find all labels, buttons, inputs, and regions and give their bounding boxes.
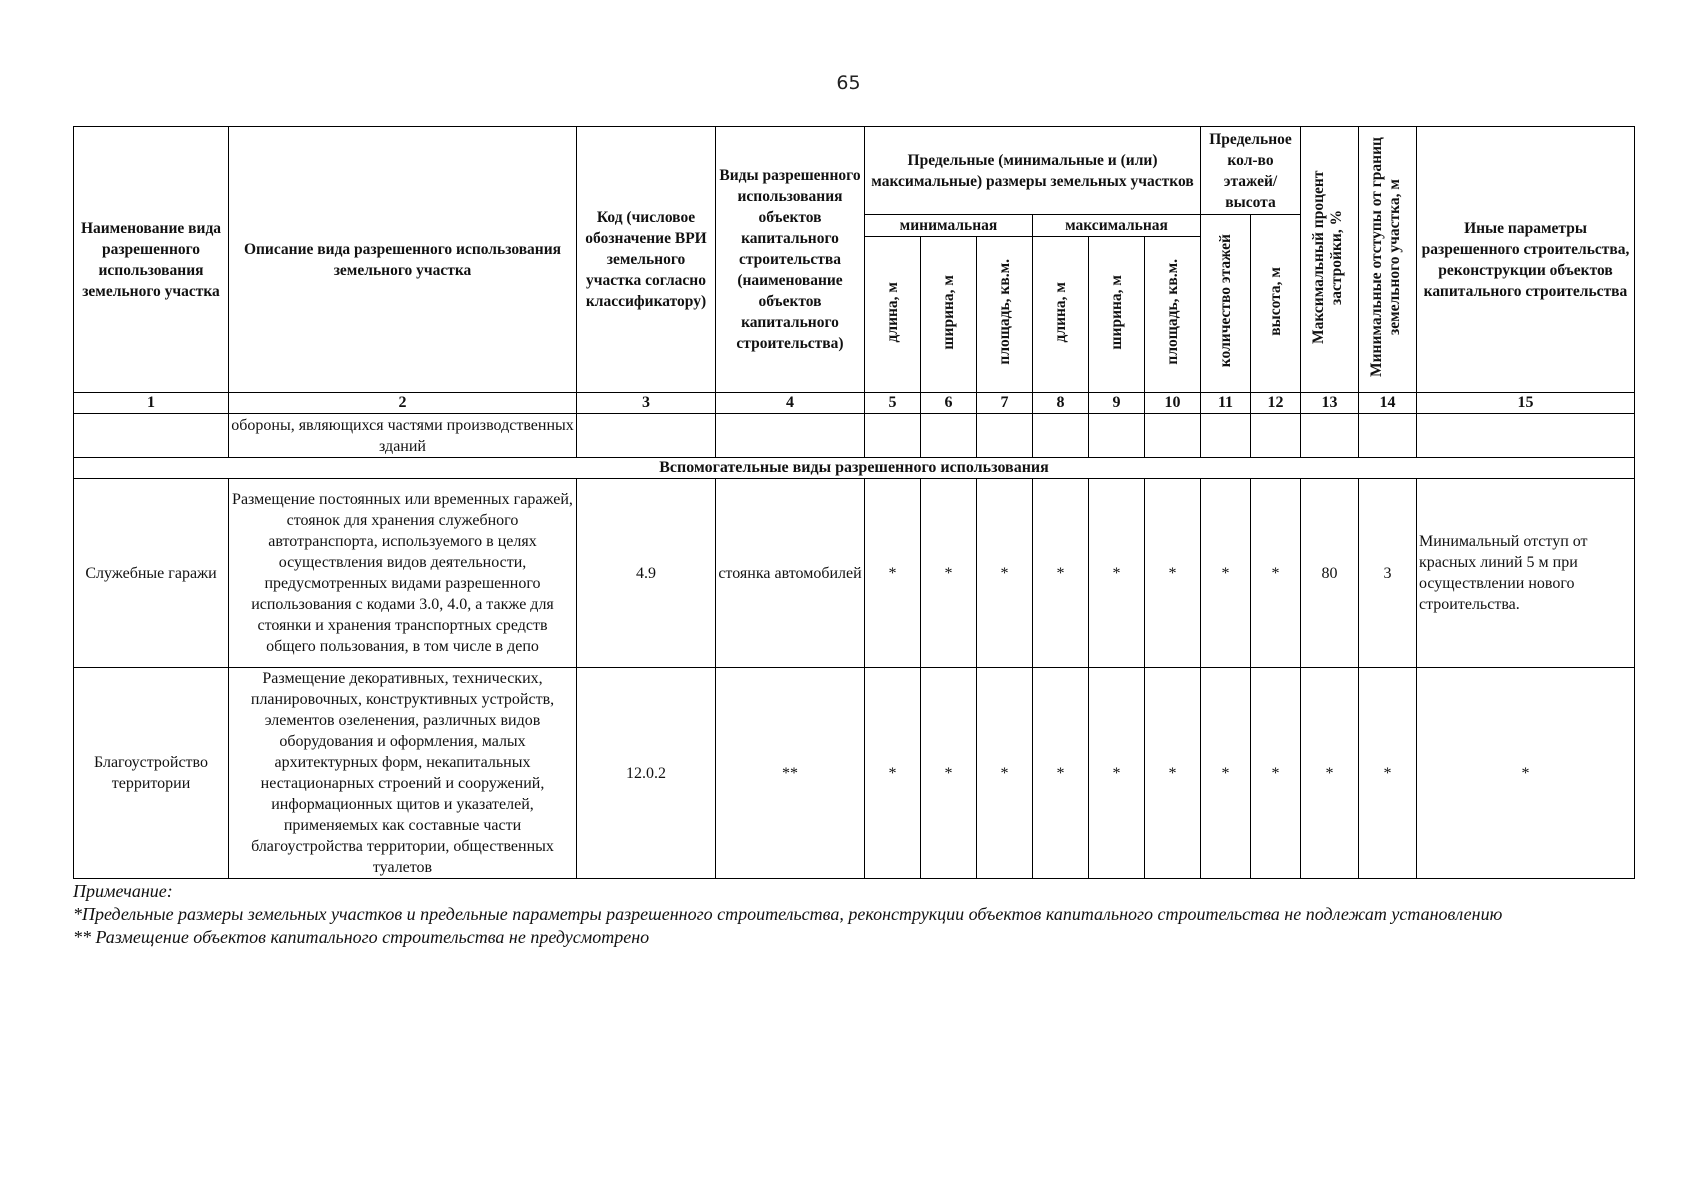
row-code: 4.9 xyxy=(577,479,716,668)
row-min-area: * xyxy=(977,668,1033,879)
header-oks-types: Виды разрешенного использования объектов капитального строительства (наименование объектов капитального строительства) xyxy=(716,127,865,393)
header-max-build-pct: Максимальный процент застройки, % xyxy=(1301,127,1359,393)
page-number: 65 xyxy=(836,72,861,94)
continuation-row xyxy=(74,414,1635,458)
header-max-width: ширина, м xyxy=(1089,237,1145,393)
row-max-area: * xyxy=(1145,668,1201,879)
continuation-name xyxy=(74,414,229,458)
row-min-length: * xyxy=(865,668,921,879)
header-min-length: длина, м xyxy=(865,237,921,393)
header-min-setback: Минимальные отступы от границ земельного участка, м xyxy=(1359,127,1417,393)
column-number: 11 xyxy=(1201,393,1251,414)
header-min-area: площадь, кв.м. xyxy=(977,237,1033,393)
empty-cell xyxy=(921,414,977,458)
header-max-length: длина, м xyxy=(1033,237,1089,393)
empty-cell xyxy=(1251,414,1301,458)
row-code: 12.0.2 xyxy=(577,668,716,879)
column-number: 9 xyxy=(1089,393,1145,414)
row-height: * xyxy=(1251,479,1301,668)
header-floors-group: Предельное кол-во этажей/ высота xyxy=(1201,127,1301,215)
row-build-pct: 80 xyxy=(1301,479,1359,668)
empty-cell xyxy=(716,414,865,458)
empty-cell xyxy=(1359,414,1417,458)
empty-cell xyxy=(1417,414,1635,458)
row-min-width: * xyxy=(921,479,977,668)
section-title: Вспомогательные виды разрешенного использования xyxy=(74,458,1635,479)
notes-title: Примечание: xyxy=(73,881,173,901)
column-number: 13 xyxy=(1301,393,1359,414)
row-setback: 3 xyxy=(1359,479,1417,668)
header-plot-limits: Предельные (минимальные и (или) максимальные) размеры земельных участков xyxy=(865,127,1201,215)
empty-cell xyxy=(1201,414,1251,458)
row-oks-types: стоянка автомобилей xyxy=(716,479,865,668)
row-max-width: * xyxy=(1089,668,1145,879)
notes xyxy=(73,880,1633,949)
table-row xyxy=(74,668,1635,879)
header-description: Описание вида разрешенного использования земельного участка xyxy=(229,127,577,393)
empty-cell xyxy=(1089,414,1145,458)
empty-cell xyxy=(1033,414,1089,458)
row-floors: * xyxy=(1201,479,1251,668)
column-number: 10 xyxy=(1145,393,1201,414)
header-code: Код (числовое обозначение ВРИ земельного участка согласно классификатору) xyxy=(577,127,716,393)
row-max-length: * xyxy=(1033,479,1089,668)
column-number: 1 xyxy=(74,393,229,414)
header-max-group: максимальная xyxy=(1033,215,1201,237)
column-number: 6 xyxy=(921,393,977,414)
row-description: Размещение декоративных, технических, планировочных, конструктивных устройств, элементов озеленения, различных видов оборудования и оформления, малых архитектурных форм, некапитальных нестационарных строений и сооружений, информационных щитов и указателей, применяемых как составные части благоустройства территории, общественных туалетов xyxy=(229,668,577,879)
row-oks-types: ** xyxy=(716,668,865,879)
row-other-params: Минимальный отступ от красных линий 5 м при осуществлении нового строительства. xyxy=(1417,479,1635,668)
row-height: * xyxy=(1251,668,1301,879)
column-number: 3 xyxy=(577,393,716,414)
empty-cell xyxy=(1301,414,1359,458)
header-floor-count: количество этажей xyxy=(1201,215,1251,393)
row-floors: * xyxy=(1201,668,1251,879)
row-setback: * xyxy=(1359,668,1417,879)
continuation-description: обороны, являющихся частями производственных зданий xyxy=(229,414,577,458)
table-row xyxy=(74,479,1635,668)
header-min-width: ширина, м xyxy=(921,237,977,393)
column-number: 12 xyxy=(1251,393,1301,414)
row-min-area: * xyxy=(977,479,1033,668)
column-number: 14 xyxy=(1359,393,1417,414)
column-number: 2 xyxy=(229,393,577,414)
note-2: ** Размещение объектов капитального строительства не предусмотрено xyxy=(73,927,650,947)
column-number: 8 xyxy=(1033,393,1089,414)
header-use-name: Наименование вида разрешенного использования земельного участка xyxy=(74,127,229,393)
column-number: 15 xyxy=(1417,393,1635,414)
empty-cell xyxy=(865,414,921,458)
column-number: 5 xyxy=(865,393,921,414)
row-description: Размещение постоянных или временных гаражей, стоянок для хранения служебного автотранспорта, используемого в целях осуществления видов деятельности, предусмотренных видами разрешенного использования с кодами 3.0, 4.0, а также для стоянки и хранения транспортных средств общего пользования, в том числе в депо xyxy=(229,479,577,668)
row-other-params: * xyxy=(1417,668,1635,879)
header-min-group: минимальная xyxy=(865,215,1033,237)
row-max-length: * xyxy=(1033,668,1089,879)
column-number: 7 xyxy=(977,393,1033,414)
empty-cell xyxy=(1145,414,1201,458)
row-build-pct: * xyxy=(1301,668,1359,879)
column-number: 4 xyxy=(716,393,865,414)
header-max-area: площадь, кв.м. xyxy=(1145,237,1201,393)
column-number-row xyxy=(74,393,1635,414)
row-max-area: * xyxy=(1145,479,1201,668)
land-use-table xyxy=(73,126,1635,879)
empty-cell xyxy=(577,414,716,458)
header-other-params: Иные параметры разрешенного строительства, реконструкции объектов капитального строительства xyxy=(1417,127,1635,393)
row-use-name: Благоустройство территории xyxy=(74,668,229,879)
row-use-name: Служебные гаражи xyxy=(74,479,229,668)
row-min-width: * xyxy=(921,668,977,879)
row-min-length: * xyxy=(865,479,921,668)
note-1: *Предельные размеры земельных участков и предельные параметры разрешенного строительства, реконструкции объектов капитального строительства не подлежат установлению xyxy=(73,904,1503,924)
empty-cell xyxy=(977,414,1033,458)
header-height: высота, м xyxy=(1251,215,1301,393)
row-max-width: * xyxy=(1089,479,1145,668)
